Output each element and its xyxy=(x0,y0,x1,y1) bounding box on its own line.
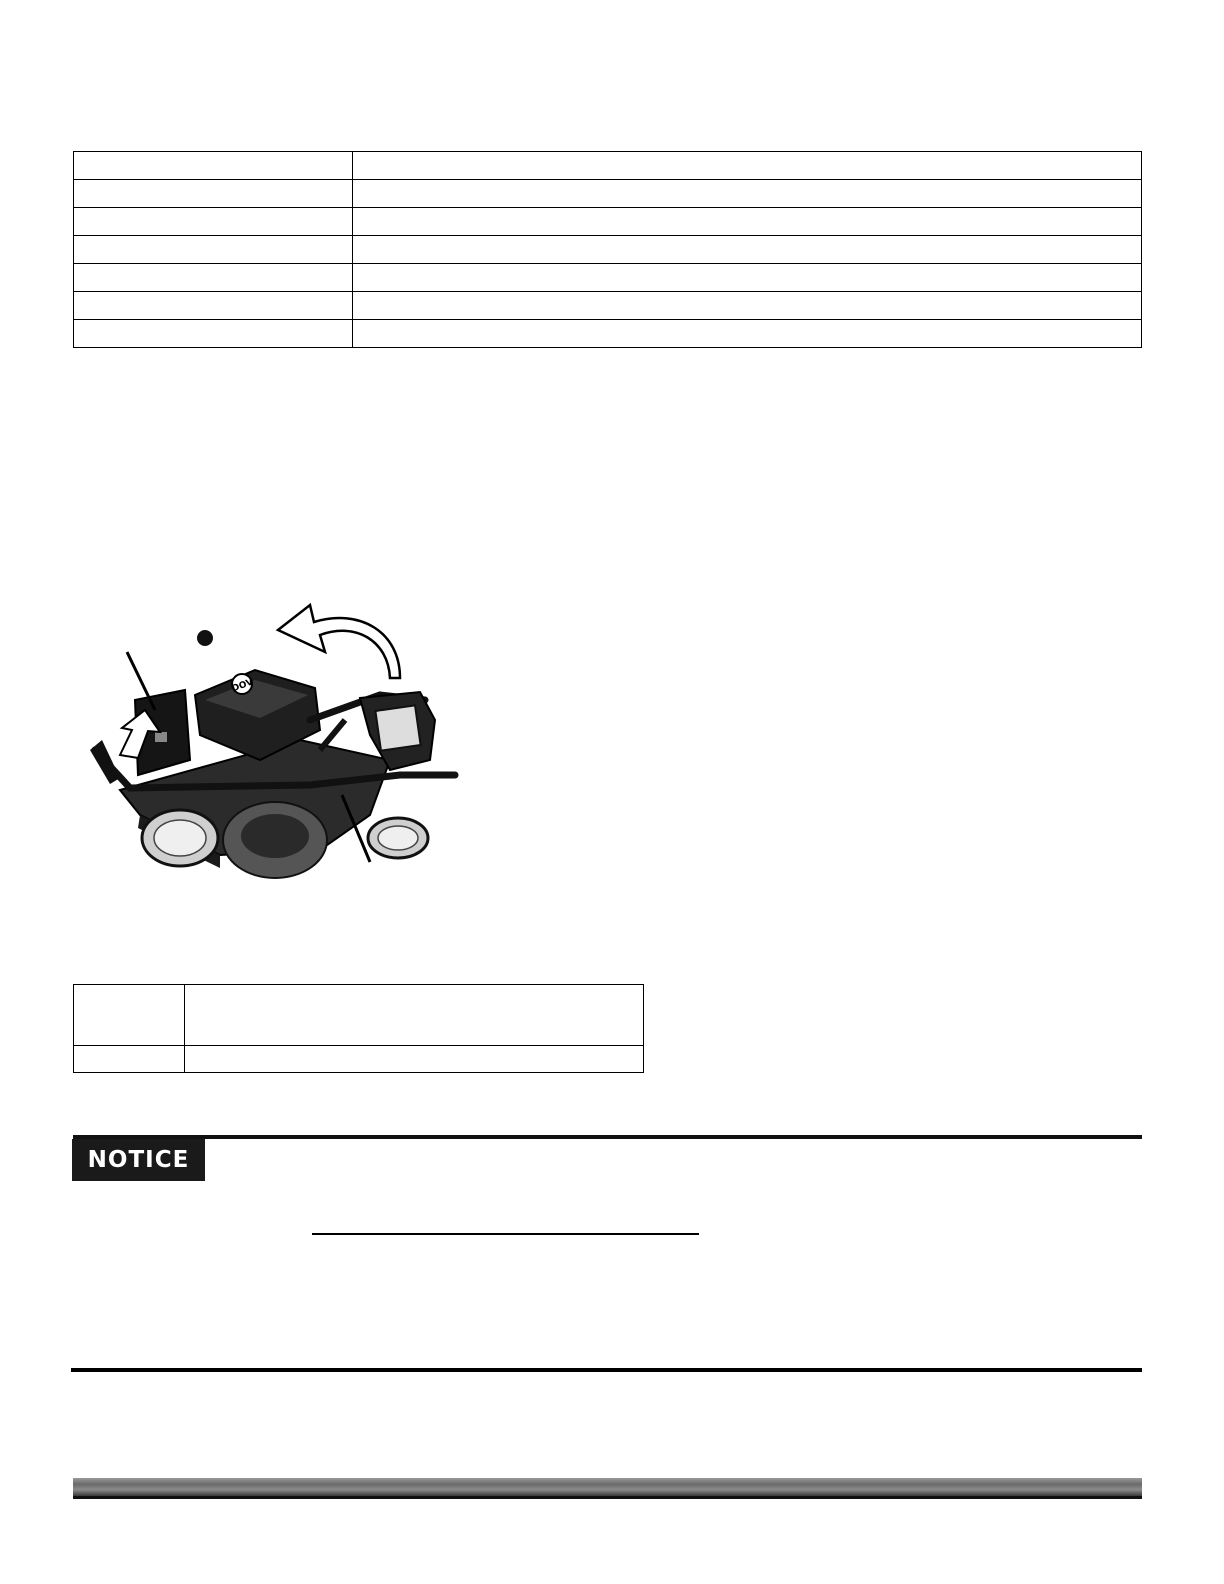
table-row xyxy=(74,264,1142,292)
mower-drawing xyxy=(70,600,470,900)
table-cell xyxy=(353,236,1142,264)
table-cell xyxy=(74,264,353,292)
table-cell xyxy=(353,292,1142,320)
table-cell xyxy=(353,152,1142,180)
footer-bar xyxy=(73,1478,1142,1499)
table-cell xyxy=(353,180,1142,208)
notice-badge: NOTICE xyxy=(72,1139,205,1181)
reference-table xyxy=(73,984,644,1073)
table-cell xyxy=(353,320,1142,348)
table-cell xyxy=(185,985,644,1046)
table-row xyxy=(74,985,644,1046)
table-row xyxy=(74,208,1142,236)
section-divider xyxy=(71,1368,1142,1372)
table-cell xyxy=(74,236,353,264)
table-row xyxy=(74,236,1142,264)
table-cell xyxy=(74,985,185,1046)
table-cell xyxy=(74,180,353,208)
notice-underline xyxy=(312,1233,699,1235)
lever xyxy=(90,740,120,784)
fuel-cap xyxy=(197,630,213,646)
mower-illustration xyxy=(70,600,470,900)
specification-table xyxy=(73,151,1142,348)
table-row xyxy=(74,292,1142,320)
table-row xyxy=(74,180,1142,208)
table-row xyxy=(74,1046,644,1073)
table-cell xyxy=(74,208,353,236)
table-cell xyxy=(353,264,1142,292)
table-row xyxy=(74,320,1142,348)
engine-logo-text: DOV xyxy=(230,677,255,695)
notice-top-rule xyxy=(73,1135,1142,1139)
table-cell xyxy=(74,1046,185,1073)
tilt-arrow xyxy=(278,605,400,678)
table-cell xyxy=(74,292,353,320)
table-row xyxy=(74,152,1142,180)
table-cell xyxy=(74,320,353,348)
table-cell xyxy=(185,1046,644,1073)
table-cell xyxy=(74,152,353,180)
table-cell xyxy=(353,208,1142,236)
